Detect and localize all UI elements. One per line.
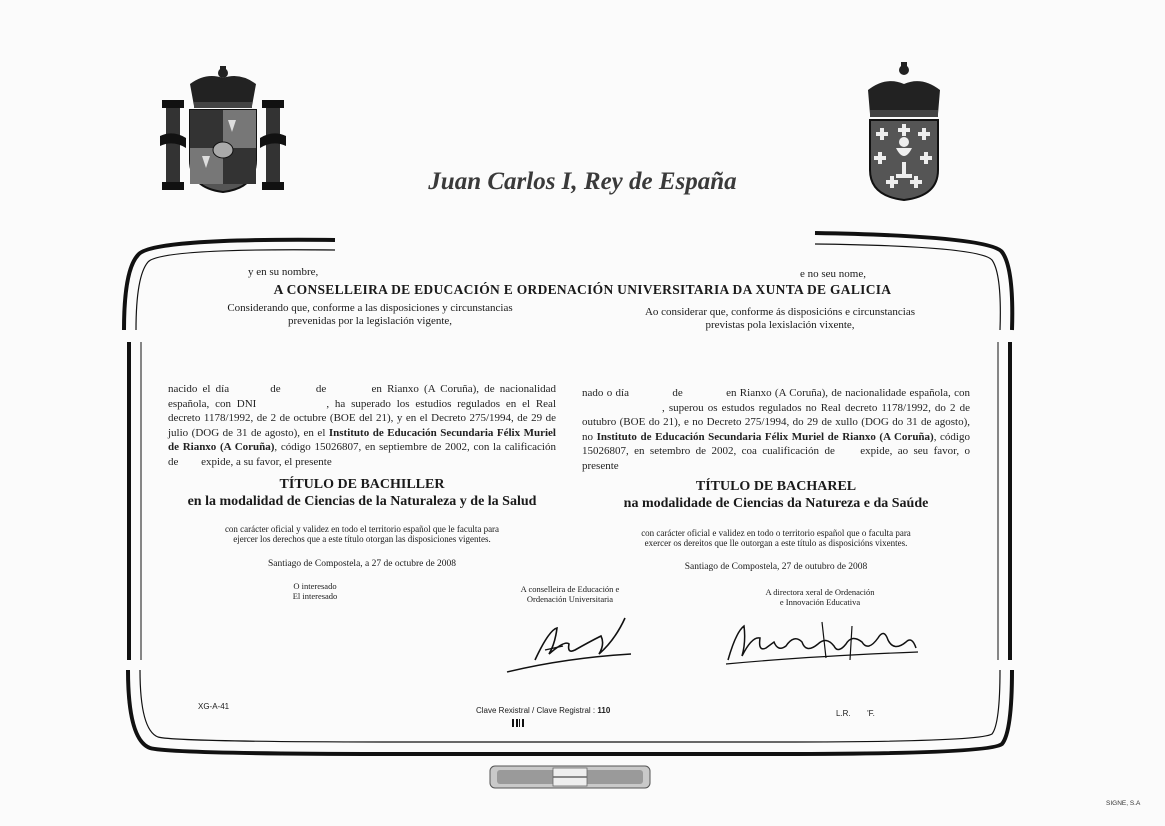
conselleira-caption: A conselleira de Educación e Ordenación Universitaria (520, 584, 620, 604)
es-considering: Considerando que, conforme a las disposiciones y circunstancias prevenidas por la legislación vigente, (227, 302, 513, 327)
gl-validity: con carácter oficial e validez en todo o territorio español que o faculta para exercer os dereitos que lle outorgan a este título as disposicións vixentes. (641, 528, 911, 548)
form-code: XG-A-41 (198, 702, 230, 711)
directora-caption: A directora xeral de Ordenación e Innovación Educativa (765, 587, 875, 607)
gl-degree-title: TÍTULO DE BACHAREL (695, 479, 857, 494)
gl-title-block (582, 478, 970, 512)
gl-name-line: e no seu nome, (800, 268, 866, 280)
es-name-line: y en su nombre, (248, 266, 319, 278)
es-title-block (168, 476, 556, 510)
es-body-paragraph: nacido el día de de en Rianxo (A Coruña), de nacionalidad española, con DNI , ha superado los estudios regulados en el Real decreto 1178/1992, de 2 de octubre (BOE del 21), y en el Decreto 275/1994, de 29 de julio (DOG de 31 de agosto), en el Instituto de Educación Secundaria Félix Muriel de Rianxo (A Coruña), código 15026807, en septiembre de 2002, con la calificación de expide, a su favor, el presente (168, 383, 557, 468)
es-validity: con carácter oficial y validez en todo el territorio español que le faculta para ejercer los derechos que a este título otorgan las disposiciones vigentes. (224, 524, 500, 544)
lr-field: L.R. 'F. (836, 709, 875, 718)
interested-caption: O interesado El interesado (292, 581, 338, 601)
directora-signature (722, 612, 922, 682)
printer-mark: SIGNE, S.A (1106, 800, 1141, 807)
gl-body-paragraph: nado o día de en Rianxo (A Coruña), de nacionalidade española, con, superou os estudos regulados no Real decreto 1178/1992, do 2 de outubro (BOE do 21), e no Decreto 275/1994, do 29 de xullo (DOG do 31 de agosto), no Instituto de Educación Secundaria Félix Muriel de Rianxo (A Coruña), código 15026807, en setembro de 2002, coa cualificación de expide, ao seu favor, o presente (582, 387, 970, 472)
gl-place-date: Santiago de Compostela, 27 de outubro de 2008 (684, 562, 868, 572)
es-place-date: Santiago de Compostela, a 27 de octubre de 2008 (267, 559, 457, 569)
registry-key: Clave Rexistral / Clave Registral : 110 (476, 706, 611, 715)
barcode-mark-icon (512, 719, 528, 727)
gl-considering: Ao considerar que, conforme ás disposicións e circunstancias previstas pola lexislación vixente, (644, 306, 916, 331)
gl-degree-modality: na modalidade de Ciencias da Natureza e da Saúde (623, 496, 929, 511)
es-degree-title: TÍTULO DE BACHILLER (279, 477, 445, 492)
conselleira-signature (505, 610, 645, 680)
king-title: Juan Carlos I, Rey de España (428, 168, 737, 195)
es-degree-modality: en la modalidad de Ciencias de la Naturaleza y de la Salud (187, 494, 537, 509)
conselleria-title: A CONSELLEIRA DE EDUCACIÓN E ORDENACIÓN UNIVERSITARIA DA XUNTA DE GALICIA (273, 282, 892, 297)
